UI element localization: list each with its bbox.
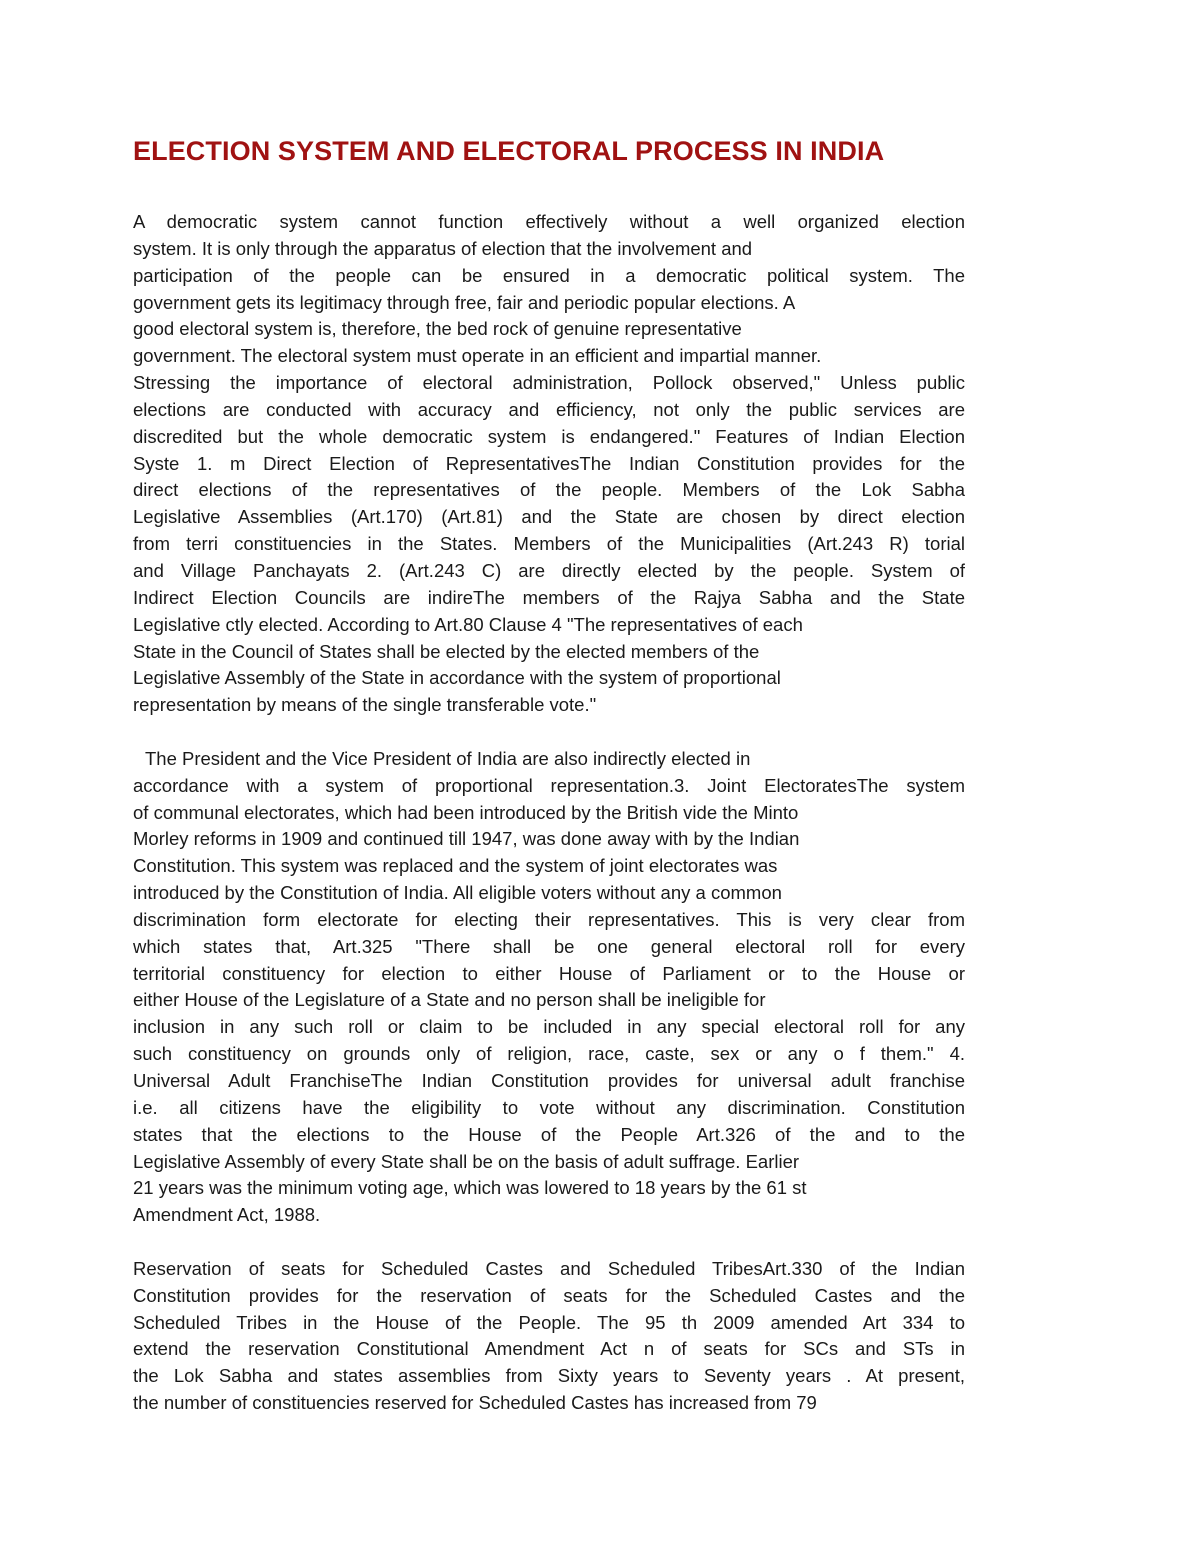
text-line: the number of constituencies reserved for Scheduled Castes has increased from 79: [133, 1392, 817, 1414]
text-line: Universal Adult FranchiseThe Indian Constitution provides for universal adult franchise: [133, 1070, 965, 1091]
text-line: government gets its legitimacy through free, fair and periodic popular elections. A: [133, 291, 796, 313]
text-line: the Lok Sabha and states assemblies from Sixty years to Seventy years . At present,: [133, 1365, 965, 1387]
text-line: Stressing the importance of electoral administration, Pollock observed," Unless public: [133, 372, 965, 394]
text-line: participation of the people can be ensured in a democratic political system. The: [133, 264, 965, 286]
text-line: representation by means of the single transferable vote.": [133, 694, 597, 716]
text-line: which states that, Art.325 "There shall be one general electoral roll for every: [133, 935, 965, 957]
paragraph: [133, 746, 965, 1229]
document-title: ELECTION SYSTEM AND ELECTORAL PROCESS IN INDIA: [133, 136, 885, 166]
text-line: system. It is only through the apparatus of election that the involvement and: [133, 237, 753, 259]
text-line: Legislative Assemblies (Art.170) (Art.81) and the State are chosen by direct election: [133, 506, 965, 528]
text-line: Legislative Assembly of the State in accordance with the system of proportional: [133, 667, 781, 689]
text-line: Legislative Assembly of every State shall be on the basis of adult suffrage. Earlier: [133, 1150, 800, 1172]
paragraph: [133, 1256, 965, 1417]
text-line: Syste 1. m Direct Election of RepresentativesThe Indian Constitution provides for the: [133, 452, 965, 474]
text-line: of communal electorates, which had been introduced by the British vide the Minto: [133, 801, 799, 823]
text-line: and Village Panchayats 2. (Art.243 C) are directly elected by the people. System of: [133, 559, 965, 581]
text-line: The President and the Vice President of India are also indirectly elected in: [145, 747, 751, 769]
text-line: discrimination form electorate for electing their representatives. This is very clear from: [133, 908, 965, 930]
document-body: [133, 209, 965, 1417]
text-line: introduced by the Constitution of India. All eligible voters without any a common: [133, 882, 782, 904]
paragraph-gap: [133, 719, 965, 746]
text-line: Morley reforms in 1909 and continued till 1947, was done away with by the Indian: [133, 828, 800, 850]
text-line: accordance with a system of proportional representation.3. Joint ElectoratesThe system: [133, 774, 965, 796]
text-line: extend the reservation Constitutional Amendment Act n of seats for SCs and STs in: [133, 1338, 965, 1360]
text-line: either House of the Legislature of a State and no person shall be ineligible for: [133, 989, 766, 1011]
text-line: Scheduled Tribes in the House of the People. The 95 th 2009 amended Art 334 to: [133, 1311, 965, 1333]
text-line: direct elections of the representatives of the people. Members of the Lok Sabha: [133, 479, 965, 501]
text-line: A democratic system cannot function effectively without a well organized election: [133, 211, 965, 232]
text-line: Reservation of seats for Scheduled Castes and Scheduled TribesArt.330 of the Indian: [133, 1257, 965, 1279]
text-line: Legislative ctly elected. According to Art.80 Clause 4 "The representatives of each: [133, 613, 803, 635]
text-line: discredited but the whole democratic system is endangered." Features of Indian Election: [133, 425, 965, 447]
text-line: inclusion in any such roll or claim to be included in any special electoral roll for any: [133, 1016, 965, 1038]
text-line: State in the Council of States shall be elected by the elected members of the: [133, 640, 760, 662]
text-line: from terri constituencies in the States. Members of the Municipalities (Art.243 R) torial: [133, 533, 965, 555]
text-line: territorial constituency for election to either House of Parliament or to the House or: [133, 962, 965, 984]
text-line: Amendment Act, 1988.: [133, 1204, 321, 1226]
text-line: government. The electoral system must operate in an efficient and impartial manner.: [133, 345, 822, 367]
text-line: elections are conducted with accuracy and efficiency, not only the public services are: [133, 398, 965, 420]
text-line: such constituency on grounds only of religion, race, caste, sex or any o f them." 4.: [133, 1043, 965, 1065]
text-line: i.e. all citizens have the eligibility to vote without any discrimination. Constitution: [133, 1096, 965, 1118]
paragraph: [133, 209, 965, 719]
text-line: 21 years was the minimum voting age, which was lowered to 18 years by the 61 st: [133, 1177, 807, 1199]
text-line: states that the elections to the House of the People Art.326 of the and to the: [133, 1123, 965, 1145]
paragraph-gap: [133, 1229, 965, 1256]
text-line: good electoral system is, therefore, the bed rock of genuine representative: [133, 318, 742, 340]
text-line: Constitution. This system was replaced and the system of joint electorates was: [133, 855, 778, 877]
text-line: Indirect Election Councils are indireThe members of the Rajya Sabha and the State: [133, 586, 965, 608]
text-line: Constitution provides for the reservation of seats for the Scheduled Castes and the: [133, 1284, 965, 1306]
